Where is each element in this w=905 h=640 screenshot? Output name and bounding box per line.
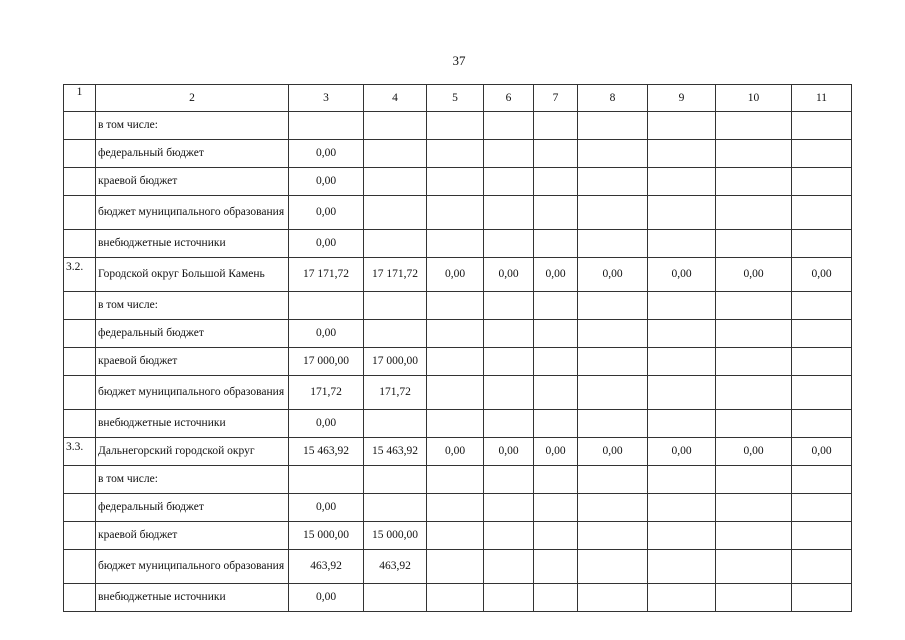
value-cell-c8 [578,466,648,494]
value-cell-c7 [534,522,578,550]
value-cell-c3: 171,72 [289,376,364,410]
value-cell-c5 [427,320,484,348]
value-cell-c3: 17 171,72 [289,258,364,292]
value-cell-c11 [792,550,852,584]
value-cell-c4 [364,140,427,168]
value-cell-c3: 0,00 [289,196,364,230]
value-cell-c5 [427,522,484,550]
column-header-2: 2 [96,85,289,112]
value-cell-c10: 0,00 [716,438,792,466]
value-cell-c11 [792,522,852,550]
value-cell-c5 [427,550,484,584]
row-index-cell [64,140,96,168]
value-cell-c11 [792,494,852,522]
row-label-cell: в том числе: [96,292,289,320]
column-header-8: 8 [578,85,648,112]
value-cell-c6 [484,466,534,494]
value-cell-c10 [716,168,792,196]
row-index-cell [64,320,96,348]
value-cell-c5 [427,584,484,612]
value-cell-c6 [484,584,534,612]
row-index-cell: 3.2. [64,258,96,292]
table-row [64,522,852,550]
table-row [64,348,852,376]
value-cell-c9 [648,112,716,140]
value-cell-c6 [484,320,534,348]
column-header-6: 6 [484,85,534,112]
row-label-cell: Дальнегорский городской округ [96,438,289,466]
value-cell-c8 [578,320,648,348]
value-cell-c10 [716,320,792,348]
value-cell-c8 [578,168,648,196]
value-cell-c11 [792,292,852,320]
value-cell-c8 [578,584,648,612]
column-header-4: 4 [364,85,427,112]
value-cell-c3: 15 463,92 [289,438,364,466]
value-cell-c3 [289,112,364,140]
value-cell-c7 [534,140,578,168]
row-label-cell: Городской округ Большой Камень [96,258,289,292]
table-row [64,584,852,612]
budget-table [63,84,852,612]
value-cell-c9 [648,140,716,168]
value-cell-c7 [534,196,578,230]
value-cell-c5 [427,466,484,494]
value-cell-c9 [648,522,716,550]
value-cell-c10 [716,140,792,168]
value-cell-c3: 0,00 [289,320,364,348]
value-cell-c7 [534,376,578,410]
row-index-cell [64,196,96,230]
value-cell-c4 [364,168,427,196]
table-body [64,85,852,612]
row-label-cell: в том числе: [96,112,289,140]
table-row [64,466,852,494]
table-row [64,292,852,320]
value-cell-c9 [648,584,716,612]
value-cell-c8 [578,376,648,410]
value-cell-c7 [534,410,578,438]
row-index-cell: 3.3. [64,438,96,466]
value-cell-c11 [792,320,852,348]
value-cell-c6 [484,140,534,168]
row-index-cell [64,522,96,550]
value-cell-c6 [484,230,534,258]
row-index-cell [64,376,96,410]
value-cell-c5 [427,376,484,410]
value-cell-c9 [648,292,716,320]
value-cell-c8 [578,292,648,320]
value-cell-c6 [484,522,534,550]
value-cell-c5 [427,112,484,140]
value-cell-c4 [364,410,427,438]
value-cell-c6 [484,348,534,376]
table-row [64,410,852,438]
value-cell-c10 [716,376,792,410]
row-label-cell: краевой бюджет [96,168,289,196]
value-cell-c7 [534,550,578,584]
value-cell-c8 [578,140,648,168]
value-cell-c10 [716,494,792,522]
value-cell-c4 [364,292,427,320]
value-cell-c10 [716,466,792,494]
table-row [64,230,852,258]
value-cell-c7 [534,230,578,258]
value-cell-c6 [484,196,534,230]
value-cell-c7 [534,112,578,140]
value-cell-c9 [648,320,716,348]
value-cell-c9: 0,00 [648,258,716,292]
row-label-cell: бюджет муниципального образования [96,376,289,410]
value-cell-c11 [792,140,852,168]
value-cell-c9 [648,230,716,258]
value-cell-c5: 0,00 [427,258,484,292]
value-cell-c3: 463,92 [289,550,364,584]
value-cell-c6 [484,292,534,320]
page-number: 37 [452,53,466,68]
value-cell-c4 [364,494,427,522]
row-label-cell: внебюджетные источники [96,584,289,612]
value-cell-c10 [716,550,792,584]
value-cell-c11 [792,112,852,140]
row-index-cell [64,168,96,196]
value-cell-c8 [578,494,648,522]
value-cell-c3: 17 000,00 [289,348,364,376]
value-cell-c11 [792,230,852,258]
value-cell-c10 [716,522,792,550]
value-cell-c11 [792,466,852,494]
column-header-9: 9 [648,85,716,112]
value-cell-c4 [364,320,427,348]
value-cell-c10 [716,584,792,612]
value-cell-c8: 0,00 [578,438,648,466]
row-label-cell: краевой бюджет [96,348,289,376]
row-index-cell [64,410,96,438]
value-cell-c3: 0,00 [289,494,364,522]
value-cell-c11: 0,00 [792,258,852,292]
table-row [64,494,852,522]
value-cell-c6 [484,376,534,410]
value-cell-c9 [648,466,716,494]
value-cell-c3: 0,00 [289,140,364,168]
value-cell-c4: 171,72 [364,376,427,410]
value-cell-c7 [534,320,578,348]
value-cell-c9: 0,00 [648,438,716,466]
value-cell-c11 [792,410,852,438]
value-cell-c5 [427,494,484,522]
value-cell-c6 [484,168,534,196]
row-index-cell [64,466,96,494]
value-cell-c8 [578,522,648,550]
value-cell-c10: 0,00 [716,258,792,292]
value-cell-c5: 0,00 [427,438,484,466]
value-cell-c9 [648,376,716,410]
table-row [64,438,852,466]
table-header-row [64,85,852,112]
value-cell-c10 [716,292,792,320]
value-cell-c8 [578,410,648,438]
table-row [64,258,852,292]
value-cell-c5 [427,410,484,438]
value-cell-c9 [648,550,716,584]
row-label-cell: бюджет муниципального образования [96,196,289,230]
value-cell-c6 [484,550,534,584]
value-cell-c11 [792,584,852,612]
value-cell-c4: 17 000,00 [364,348,427,376]
column-header-1: 1 [64,85,96,112]
value-cell-c6: 0,00 [484,438,534,466]
value-cell-c8 [578,550,648,584]
value-cell-c9 [648,348,716,376]
column-header-5: 5 [427,85,484,112]
value-cell-c4 [364,584,427,612]
row-label-cell: федеральный бюджет [96,140,289,168]
value-cell-c11 [792,348,852,376]
value-cell-c4: 17 171,72 [364,258,427,292]
value-cell-c10 [716,112,792,140]
value-cell-c4: 15 463,92 [364,438,427,466]
row-index-cell [64,230,96,258]
table-row [64,550,852,584]
value-cell-c9 [648,168,716,196]
value-cell-c8: 0,00 [578,258,648,292]
value-cell-c4: 463,92 [364,550,427,584]
value-cell-c8 [578,230,648,258]
value-cell-c7 [534,466,578,494]
value-cell-c5 [427,230,484,258]
value-cell-c5 [427,168,484,196]
value-cell-c5 [427,196,484,230]
table-row [64,376,852,410]
value-cell-c7 [534,494,578,522]
value-cell-c5 [427,140,484,168]
column-header-3: 3 [289,85,364,112]
value-cell-c8 [578,348,648,376]
value-cell-c6 [484,112,534,140]
row-label-cell: в том числе: [96,466,289,494]
value-cell-c6: 0,00 [484,258,534,292]
value-cell-c4 [364,466,427,494]
row-index-cell [64,494,96,522]
column-header-7: 7 [534,85,578,112]
value-cell-c5 [427,348,484,376]
table-row [64,196,852,230]
row-index-cell [64,112,96,140]
value-cell-c3 [289,292,364,320]
value-cell-c4 [364,230,427,258]
value-cell-c3: 0,00 [289,410,364,438]
row-label-cell: внебюджетные источники [96,410,289,438]
value-cell-c7: 0,00 [534,258,578,292]
value-cell-c4: 15 000,00 [364,522,427,550]
value-cell-c3: 15 000,00 [289,522,364,550]
value-cell-c7 [534,168,578,196]
row-index-cell [64,550,96,584]
value-cell-c4 [364,112,427,140]
value-cell-c7 [534,292,578,320]
row-label-cell: внебюджетные источники [96,230,289,258]
row-label-cell: краевой бюджет [96,522,289,550]
table-row [64,112,852,140]
value-cell-c7 [534,584,578,612]
row-label-cell: бюджет муниципального образования [96,550,289,584]
value-cell-c8 [578,112,648,140]
table-row [64,320,852,348]
table-row [64,140,852,168]
value-cell-c4 [364,196,427,230]
value-cell-c7 [534,348,578,376]
row-index-cell [64,348,96,376]
value-cell-c9 [648,494,716,522]
value-cell-c3: 0,00 [289,168,364,196]
row-index-cell [64,584,96,612]
value-cell-c8 [578,196,648,230]
value-cell-c10 [716,230,792,258]
value-cell-c7: 0,00 [534,438,578,466]
column-header-11: 11 [792,85,852,112]
value-cell-c11: 0,00 [792,438,852,466]
value-cell-c5 [427,292,484,320]
value-cell-c10 [716,410,792,438]
column-header-10: 10 [716,85,792,112]
value-cell-c3: 0,00 [289,230,364,258]
value-cell-c6 [484,494,534,522]
value-cell-c11 [792,376,852,410]
value-cell-c11 [792,168,852,196]
row-label-cell: федеральный бюджет [96,320,289,348]
value-cell-c3: 0,00 [289,584,364,612]
value-cell-c10 [716,196,792,230]
value-cell-c6 [484,410,534,438]
value-cell-c10 [716,348,792,376]
row-index-cell [64,292,96,320]
row-label-cell: федеральный бюджет [96,494,289,522]
value-cell-c9 [648,410,716,438]
value-cell-c9 [648,196,716,230]
table-row [64,168,852,196]
value-cell-c3 [289,466,364,494]
value-cell-c11 [792,196,852,230]
